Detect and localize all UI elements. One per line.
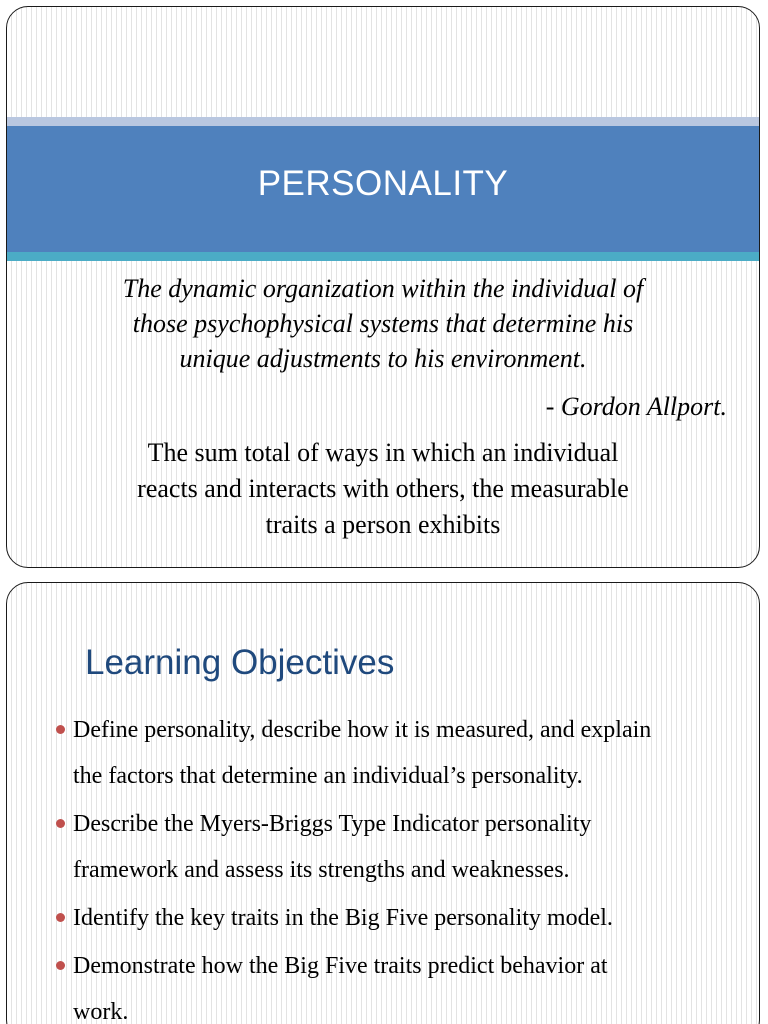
objective-line: framework and assess its strengths and weaknesses. — [73, 857, 570, 883]
bullet-dot-icon — [56, 819, 65, 828]
quote-attribution: - Gordon Allport. — [545, 392, 727, 421]
slide-heading: Learning Objectives — [85, 643, 395, 682]
objective-line: Identify the key traits in the Big Five personality model. — [73, 905, 613, 931]
definition-line: The sum total of ways in which an individual — [147, 438, 619, 467]
personality-definition — [47, 435, 719, 543]
bullet-dot-icon — [56, 725, 65, 734]
objective-item — [53, 895, 753, 941]
slide-learning-objectives — [6, 582, 760, 1024]
title-band-bottom-stripe — [7, 252, 759, 261]
bullet-dot-icon — [56, 913, 65, 922]
objectives-list — [53, 707, 753, 1024]
objective-item — [53, 707, 753, 799]
quote-line: unique adjustments to his environment. — [179, 344, 587, 373]
objective-item — [53, 943, 753, 1024]
objective-line: Describe the Myers-Briggs Type Indicator personality — [73, 811, 592, 837]
bullet-dot-icon — [56, 961, 65, 970]
objective-line: the factors that determine an individual’s personality. — [73, 763, 583, 789]
quote-line: those psychophysical systems that determine his — [132, 309, 634, 338]
objective-line: Define personality, describe how it is measured, and explain — [73, 717, 652, 743]
quote-line: The dynamic organization within the individual of — [122, 274, 644, 303]
objective-line: work. — [73, 999, 129, 1024]
title-band-top-stripe — [7, 117, 759, 126]
title-band — [7, 117, 759, 261]
objective-item — [53, 801, 753, 893]
slide-personality — [6, 6, 760, 568]
objective-text — [73, 801, 753, 893]
allport-quote — [47, 271, 719, 376]
definition-line: reacts and interacts with others, the measurable — [137, 474, 629, 503]
objective-text — [73, 707, 753, 799]
objective-text — [73, 895, 753, 941]
objective-text — [73, 943, 753, 1024]
definition-line: traits a person exhibits — [265, 510, 501, 539]
objective-line: Demonstrate how the Big Five traits predict behavior at — [73, 953, 608, 979]
slide-title: PERSONALITY — [257, 164, 509, 203]
